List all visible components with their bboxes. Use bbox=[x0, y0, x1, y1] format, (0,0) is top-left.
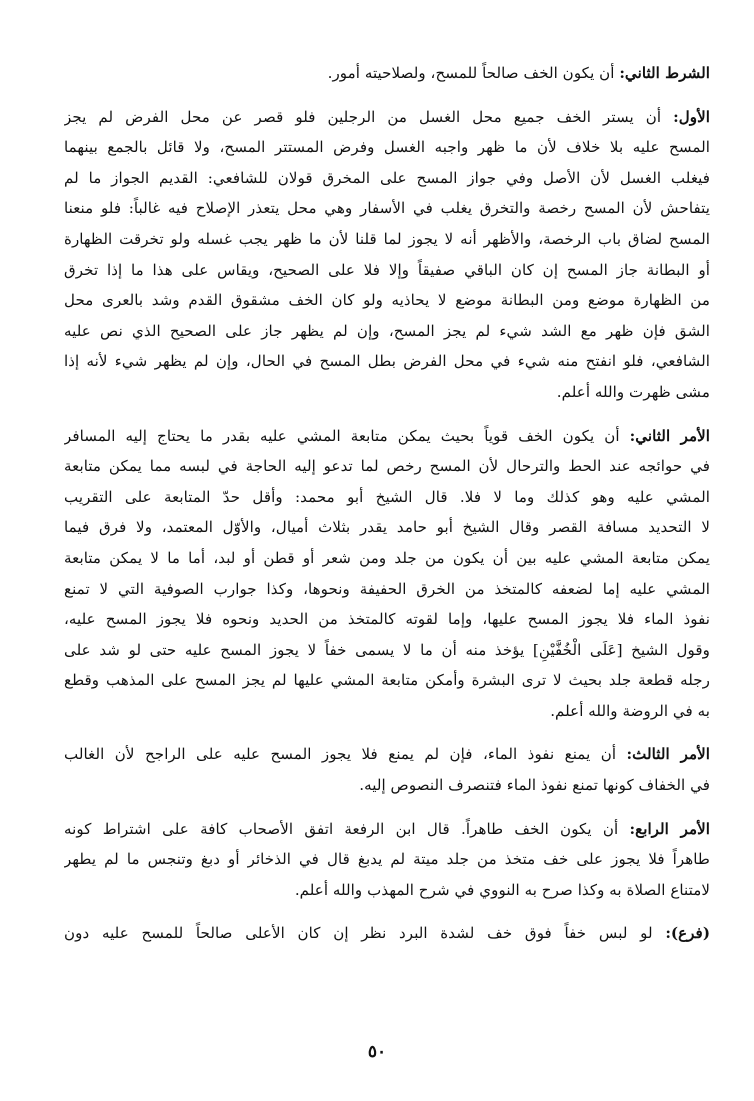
text-line: طاهراً فلا يجوز على خف متخذ من جلد ميتة لم يدبغ قال في الذخائر أو دبغ وتنجس ما لم يطهر bbox=[64, 850, 710, 869]
text-line: الشافعي، فلو انفتح منه شيء في محل الفرض بطل المسح في الحال، وإن لم يظهر شيء لأنه إذا bbox=[64, 352, 710, 371]
paragraph-second-matter bbox=[64, 421, 710, 727]
text-line: أو البطانة جاز المسح إن كان الباقي صفيقاً وإلا فلا على الصحيح، ويقاس على هذا ما إذا تخرق bbox=[64, 260, 710, 279]
text-line: أن يكون الخف صالحاً للمسح، ولصلاحيته أمور. bbox=[327, 64, 615, 82]
text-line: في الخفاف كونها تمنع نفوذ الماء فتنصرف النصوص إليه. bbox=[359, 776, 710, 795]
paragraph-heading: الشرط الثاني: bbox=[619, 64, 710, 82]
text-line: نفوذ الماء فلا يجوز المسح عليها، وإما لقوته كالمتخذ من الحديد ونحوه فلا يجوز المسح عليه، bbox=[64, 610, 710, 629]
paragraph-first bbox=[64, 102, 710, 408]
paragraph-fourth-matter bbox=[64, 814, 710, 906]
paragraph-heading: الأمر الرابع: bbox=[629, 819, 710, 838]
text-line: أن يكون الخف طاهراً. قال ابن الرفعة اتفق الأصحاب كافة على اشتراط كونه bbox=[64, 819, 619, 838]
text-line: المشي عليه إما لضعفه كالمتخذ من الخرق الحفيفة ونحوها، وكذا جوارب الصوفية التي لا تمنع bbox=[64, 579, 710, 598]
paragraph-heading: (فرع): bbox=[665, 924, 710, 943]
paragraph-heading: الأمر الثالث: bbox=[626, 745, 710, 764]
text-line: المشي عليه وهو كذلك وما لا فلا. قال الشيخ أبو محمد: وأقل حدّ المتابعة على التقريب bbox=[64, 487, 710, 506]
text-line: المسح لضاق باب الرخصة، والأظهر أنه لا يجوز لما قلنا لأن ما ظهر يجب غسله ولو تخرقت الظهارة bbox=[64, 229, 710, 248]
text-line: أن يستر الخف جميع محل الغسل من الرجلين فلو قصر عن محل الفرض لم يجز bbox=[64, 107, 662, 126]
text-line: لا التحديد مسافة القصر وقال الشيخ أبو حامد يقدر بثلاث أميال، والأوّل المعتمد، ولا فرق فيما bbox=[64, 518, 710, 537]
page-number: ٥٠ bbox=[367, 1042, 387, 1062]
text-line: لو لبس خفاً فوق خف لشدة البرد نظر إن كان الأعلى صالحاً للمسح عليه دون bbox=[64, 924, 653, 943]
text-line: وقول الشيخ [عَلَى الْخُفَّيْنِ] يؤخذ منه أن ما لا يسمى خفاً لا يجوز المسح عليه حتى لو شد على bbox=[64, 640, 710, 659]
text-line: أن يكون الخف قوياً بحيث يمكن متابعة المشي عليه بقدر ما يحتاج إليه المسافر bbox=[64, 426, 620, 445]
text-line: رجله قطعة جلد بحيث لا ترى البشرة وأمكن متابعة المشي عليها لم يجز المسح على المذهب وقطع bbox=[64, 671, 710, 690]
paragraph-third-matter bbox=[64, 739, 710, 800]
text-line: المسح عليه بلا خلاف لأن ما ظهر واجبه الغسل وفرض المستتر المسح، ولا قائل بالجمع بينهما bbox=[64, 138, 710, 157]
paragraph-branch bbox=[64, 918, 710, 949]
text-line: الشق فإن ظهر مع الشد شيء لم يجز المسح، وإن لم يظهر جاز على الصحيح الذي نص عليه bbox=[64, 321, 710, 340]
text-line: يمكن متابعة المشي عليه بين أن يكون من جلد ومن شعر أو قطن أو لبد، أما ما لا يمكن متابعة bbox=[64, 548, 710, 567]
paragraph-condition-two bbox=[64, 58, 710, 89]
document-page bbox=[64, 58, 710, 962]
text-line: لامتناع الصلاة به وكذا صرح به النووي في شرح المهذب والله أعلم. bbox=[294, 880, 710, 899]
text-line: فيغلب الغسل لأن الأصل وفي جواز المسح على المخرق قولان للشافعي: القديم الجواز ما لم bbox=[64, 168, 710, 187]
text-line: من الظهارة موضع ومن البطانة موضع لا يحاذيه ولو كان الخف مشقوق القدم وشد بالعرى محل bbox=[64, 291, 710, 310]
paragraph-heading: الأول: bbox=[673, 107, 710, 126]
text-line: في حوائجه عند الحط والترحال لأن المسح رخص لما تدعو إليه الحاجة في لبسه مما يمكن متابعة bbox=[64, 457, 710, 476]
text-line: يتفاحش لأن المسح رخصة والتخرق يغلب في الأسفار وهي محل يتعذر الإصلاح فيه غالباً: فلو منعنا bbox=[64, 199, 710, 218]
text-line: به في الروضة والله أعلم. bbox=[550, 701, 710, 720]
paragraph-heading: الأمر الثاني: bbox=[629, 426, 710, 445]
text-line: مشى ظهرت والله أعلم. bbox=[556, 382, 710, 401]
text-line: أن يمنع نفوذ الماء، فإن لم يمنع فلا يجوز المسح عليه على الراجح لأن الغالب bbox=[64, 745, 617, 764]
